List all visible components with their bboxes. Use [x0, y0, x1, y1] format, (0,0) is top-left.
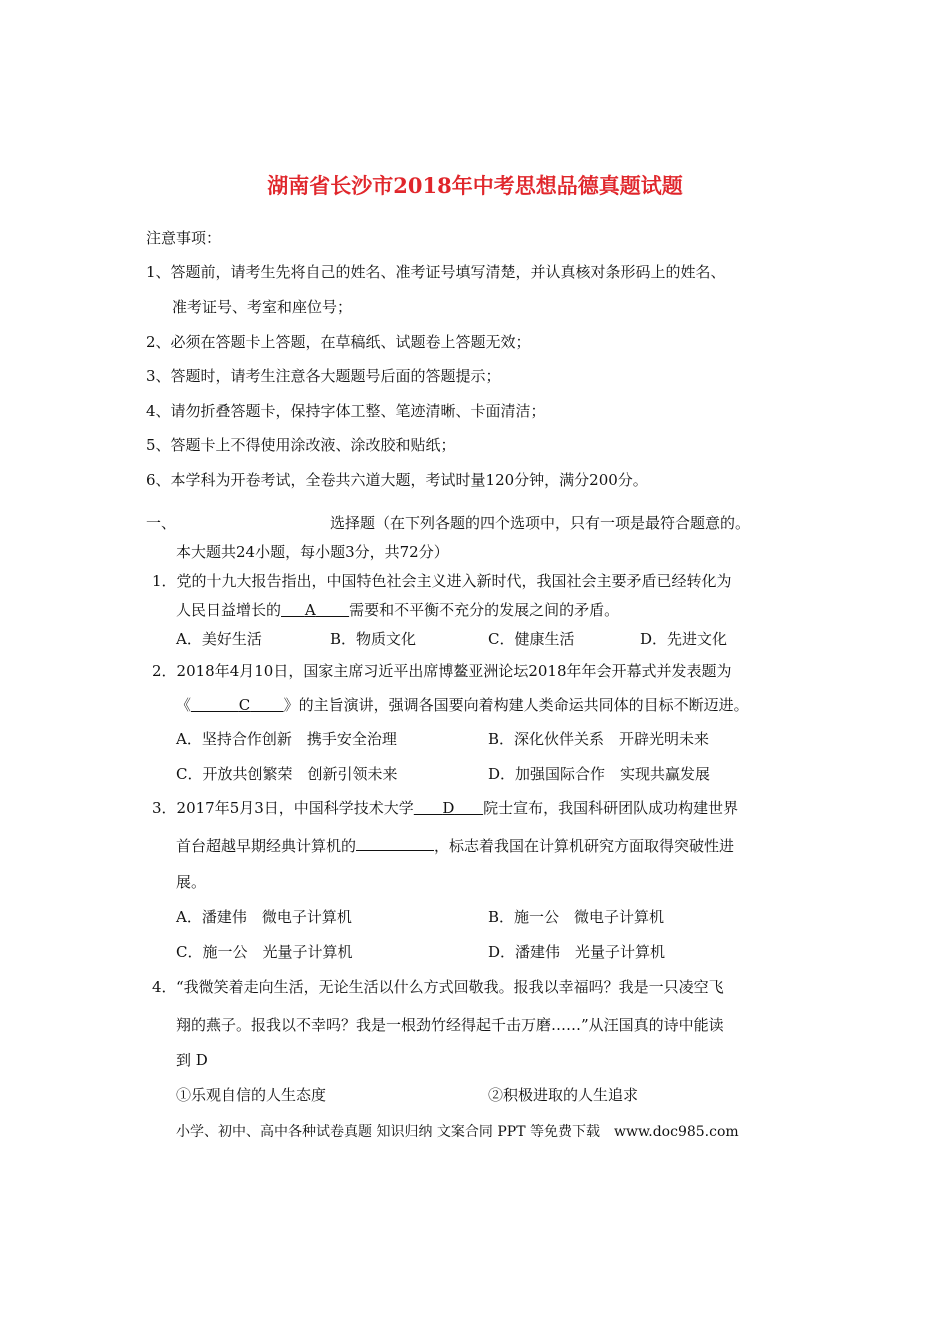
q1-option-c: C．健康生活 — [488, 630, 575, 648]
q2-option-a: A．坚持合作创新 携手安全治理 — [176, 730, 397, 748]
q3-answer: D — [442, 799, 455, 817]
q2-answer: C — [238, 696, 251, 714]
notice-item-2: 2、必须在答题卡上答题，在草稿纸、试题卷上答题无效； — [146, 333, 531, 351]
q3-stem-line3: 展。 — [176, 873, 207, 891]
footer-text: 小学、初中、高中各种试卷真题 知识归纳 文案合同 PPT 等免费下载 www.doc985.com — [176, 1124, 739, 1140]
q1-stem-pre: 人民日益增长的 — [176, 601, 282, 619]
q1-stem-post: 需要和不平衡不充分的发展之间的矛盾。 — [349, 601, 620, 619]
page-title: 湖南省长沙市2018年中考思想品德真题试题 — [267, 173, 683, 198]
q3-option-d: D．潘建伟 光量子计算机 — [488, 943, 666, 961]
q3-answer-blank — [414, 799, 483, 817]
q4-stem-line2: 翔的燕子。报我以不幸吗？我是一根劲竹经得起千击万磨……”从汪国真的诗中能读 — [176, 1016, 724, 1034]
q3-stem-line2 — [176, 834, 734, 856]
q4-number: 4． — [152, 978, 177, 996]
q3-option-a: A．潘建伟 微电子计算机 — [176, 908, 352, 926]
notice-item-4: 4、请勿折叠答题卡，保持字体工整、笔迹清晰、卡面清洁； — [146, 402, 546, 420]
q2-stem-post: 》的主旨演讲，强调各国要向着构建人类命运共同体的目标不断迈进。 — [283, 696, 749, 714]
q2-stem-line1: 2．2018年4月10日，国家主席习近平出席博鳌亚洲论坛2018年年会开幕式并发表题为 — [152, 662, 732, 680]
q1-option-b: B．物质文化 — [330, 630, 417, 648]
notice-item-3: 3、答题时，请考生注意各大题题号后面的答题提示； — [146, 367, 501, 385]
q3-stem-post: 院士宣布，我国科研团队成功构建世界 — [483, 799, 739, 817]
notice-item-1-cont: 准考证号、考室和座位号； — [172, 298, 353, 316]
q2-option-c: C．开放共创繁荣 创新引领未来 — [176, 765, 398, 783]
notice-item-1: 1、答题前，请考生先将自己的姓名、准考证号填写清楚，并认真核对条形码上的姓名、 — [146, 263, 726, 281]
q1-answer-blank — [281, 601, 349, 619]
q3-stem-line1 — [152, 798, 738, 818]
notice-item-6: 6、本学科为开卷考试，全卷共六道大题，考试时量120分钟，满分200分。 — [146, 471, 648, 489]
q1-stem-line1: 1．党的十九大报告指出，中国特色社会主义进入新时代，我国社会主要矛盾已经转化为 — [152, 572, 732, 590]
notice-item-5: 5、答题卡上不得使用涂改液、涂改胶和贴纸； — [146, 436, 456, 454]
q3-option-c: C．施一公 光量子计算机 — [176, 943, 353, 961]
q1-stem-line2 — [176, 600, 619, 620]
q3-blank-2 — [356, 834, 434, 851]
section-number: 一、 — [146, 514, 177, 532]
q3-stem-pre: 3．2017年5月3日，中国科学技术大学 — [152, 799, 414, 817]
q2-option-d: D．加强国际合作 实现共赢发展 — [488, 765, 711, 783]
notice-heading: 注意事项： — [146, 229, 222, 247]
q1-option-d: D．先进文化 — [640, 630, 728, 648]
q2-stem-line2 — [176, 695, 749, 715]
q2-stem-pre: 《 — [176, 696, 192, 714]
q1-option-a: A．美好生活 — [176, 630, 262, 648]
section-heading: 选择题（在下列各题的四个选项中，只有一项是最符合题意的。 — [330, 514, 751, 532]
q2-option-b: B．深化伙伴关系 开辟光明未来 — [488, 730, 710, 748]
q3-option-b: B．施一公 微电子计算机 — [488, 908, 665, 926]
q3-stem-pre2: 首台超越早期经典计算机的 — [176, 837, 357, 855]
section-heading-cont: 本大题共24小题，每小题3分，共72分） — [176, 543, 449, 561]
q4-option-1: ①乐观自信的人生态度 — [176, 1086, 327, 1104]
q4-option-2: ②积极进取的人生追求 — [488, 1086, 639, 1104]
q2-answer-blank — [191, 696, 284, 714]
q4-stem-line3: 到 D — [176, 1051, 208, 1069]
q3-stem-post2: ，标志着我国在计算机研究方面取得突破性进 — [434, 837, 735, 855]
q4-stem-line1: “我微笑着走向生活，无论生活以什么方式回敬我。报我以幸福吗？我是一只凌空飞 — [176, 978, 724, 996]
q1-answer: A — [304, 601, 316, 619]
